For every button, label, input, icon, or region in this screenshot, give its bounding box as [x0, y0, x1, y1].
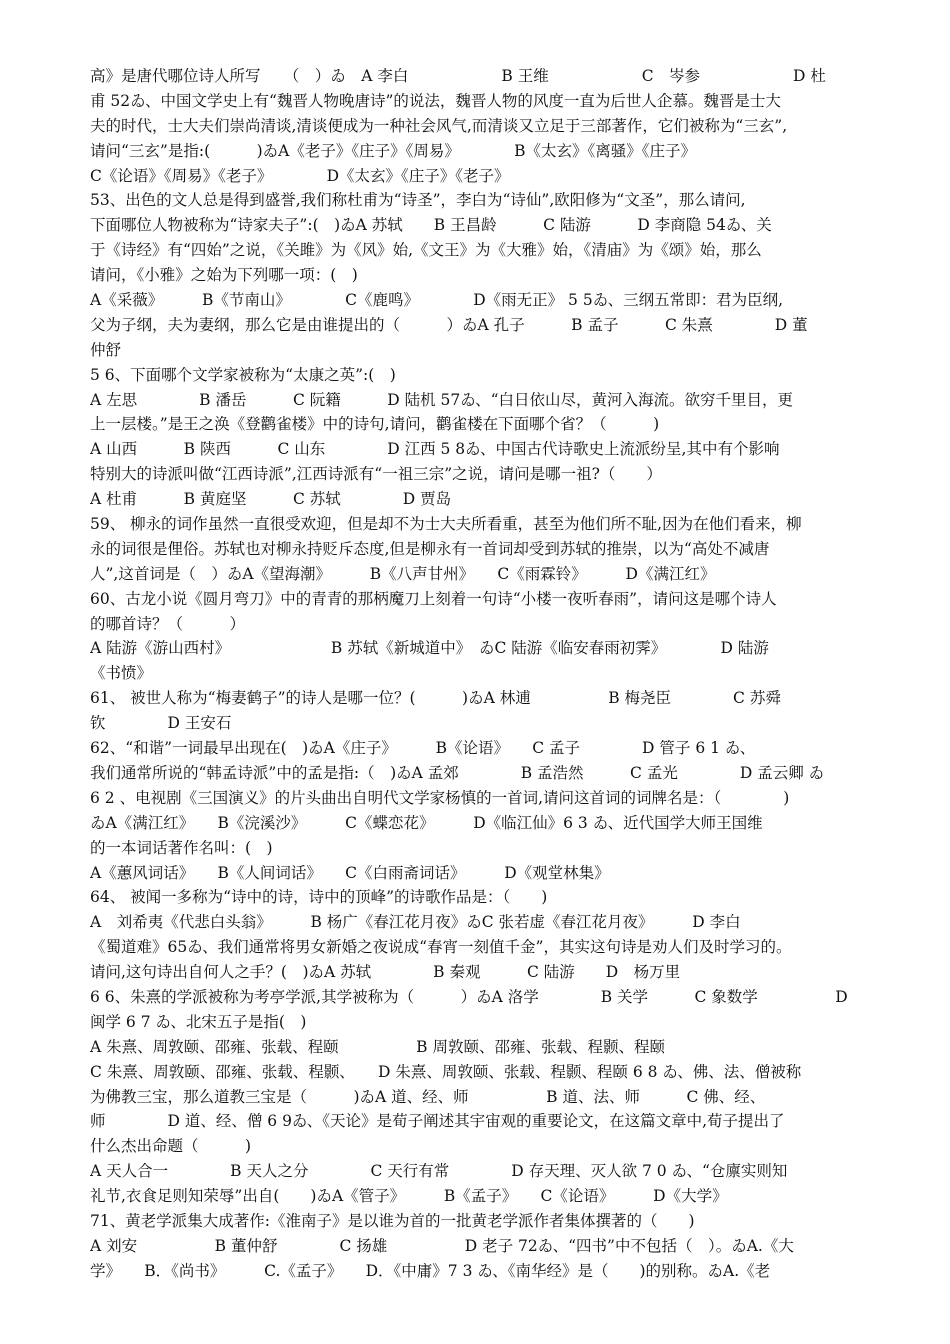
- text-line: 6 6、朱熹的学派被称为考亭学派,其学被称为（ ）ゐA 洛学 B 关学 C 象数学 D: [90, 987, 848, 1006]
- text-line: 什么杰出命题（ ): [90, 1137, 252, 1156]
- text-line: 《蜀道难》65ゐ、我们通常将男女新婚之夜说成“春宵一刻值千金”，其实这句诗是劝人们及时学习的。: [90, 938, 792, 957]
- text-line: ゐA《满江红》 B《浣溪沙》 C《蝶恋花》 D《临江仙》6 3 ゐ、近代国学大师王国维: [90, 813, 763, 832]
- text-line: 61、 被世人称为“梅妻鹤子”的诗人是哪一位？( )ゐA 林逋 B 梅尧臣 C 苏舜: [90, 689, 781, 708]
- text-line: 为佛教三宝，那么道教三宝是（ )ゐA 道、经、师 B 道、法、师 C 佛、经、: [90, 1087, 766, 1106]
- text-line: 人”,这首词是（ ）ゐA《望海潮》 B《八声甘州》 C《雨霖铃》 D《满江红》: [90, 564, 716, 583]
- text-line: 请问“三玄”是指:( )ゐA《老子》《庄子》《周易》 B《太玄》《离骚》《庄子》: [90, 141, 697, 160]
- text-line: 64、 被闻一多称为“诗中的诗，诗中的顶峰”的诗歌作品是：（ ): [90, 888, 548, 907]
- text-line: A《蕙风词话》 B《人间词话》 C《白雨斋词话》 D《观堂林集》: [90, 863, 610, 882]
- text-line: 甫 52ゐ、中国文学史上有“魏晋人物晚唐诗”的说法，魏晋人物的风度一直为后世人企慕。魏晋是士大: [90, 91, 781, 110]
- text-line: 53、出色的文人总是得到盛誉,我们称杜甫为“诗圣”，李白为“诗仙”,欧阳修为“文圣”，那么请问,: [90, 191, 746, 210]
- document-text: [90, 64, 865, 1284]
- text-line: 的哪首诗？（ ）: [90, 614, 246, 633]
- text-line: A 左思 B 潘岳 C 阮籍 D 陆机 57ゐ、“白日依山尽，黄河入海流。欲穷千里目，更: [90, 390, 794, 409]
- text-line: A 天人合一 B 天人之分 C 天行有常 D 存天理、灭人欲 7 0 ゐ、“仓廪实则知: [90, 1162, 788, 1181]
- text-line: 仲舒: [90, 340, 122, 359]
- text-line: 钦 D 王安石: [90, 714, 232, 733]
- text-line: 5 6、下面哪个文学家被称为“太康之英”:( ): [90, 365, 396, 384]
- text-line: C 朱熹、周敦颐、邵雍、张载、程颢、 D 朱熹、周敦颐、张载、程颢、程颐 6 8 ゐ、佛、法、僧被称: [90, 1062, 802, 1081]
- text-line: A 陆游《游山西村》 B 苏轼《新城道中》 ゐC 陆游《临安春雨初霁》 D 陆游: [90, 639, 769, 658]
- text-line: 6 2 、电视剧《三国演义》的片头曲出自明代文学家杨慎的一首词,请问这首词的词牌名是：（ ): [90, 788, 790, 807]
- text-line: 我们通常所说的“韩孟诗派”中的孟是指:（ )ゐA 孟郊 B 孟浩然 C 孟光 D 孟云卿 ゐ: [90, 763, 825, 782]
- text-line: 礼节,衣食足则知荣辱”出自( )ゐA《管子》 B《孟子》 C《论语》 D《大学》: [90, 1187, 728, 1206]
- text-line: 永的词很是俚俗。苏轼也对柳永持贬斥态度,但是柳永有一首词却受到苏轼的推崇，以为“高处不减唐: [90, 539, 770, 558]
- text-line: 特别大的诗派叫做“江西诗派”,江西诗派有“一祖三宗”之说，请问是哪一祖?（ ）: [90, 465, 662, 484]
- text-line: 夫的时代，士大夫们崇尚清谈,清谈便成为一种社会风气,而清谈又立足于三部著作，它们被称为“三玄”,: [90, 116, 788, 135]
- text-line: 的一本词话著作名叫：( ): [90, 838, 273, 857]
- text-line: 师 D 道、经、僧 6 9ゐ、《天论》是荀子阐述其宇宙观的重要论文，在这篇文章中,荀子提出了: [90, 1112, 785, 1131]
- text-line: 请问,这句诗出自何人之手？( )ゐA 苏轼 B 秦观 C 陆游 D 杨万里: [90, 963, 681, 982]
- text-line: 闽学 6 7 ゐ、北宋五子是指( ): [90, 1012, 307, 1031]
- text-line: 高》是唐代哪位诗人所写 （ ）ゐ A 李白 B 王维 C 岑参 D 杜: [90, 67, 826, 85]
- text-line: A 杜甫 B 黄庭坚 C 苏轼 D 贾岛: [90, 490, 452, 509]
- text-line: 59、 柳永的词作虽然一直很受欢迎，但是却不为士大夫所看重，甚至为他们所不耻,因为在他们看来，柳: [90, 515, 802, 534]
- text-line: A 刘安 B 董仲舒 C 扬雄 D 老子 72ゐ、“四书”中不包括（ ）。ゐA.《大: [90, 1236, 794, 1255]
- text-line: 60、古龙小说《圆月弯刀》中的青青的那柄魔刀上刻着一句诗“小楼一夜听春雨”，请问这是哪个诗人: [90, 589, 777, 608]
- text-line: 下面哪位人物被称为“诗家夫子”:( )ゐA 苏轼 B 王昌龄 C 陆游 D 李商隐 54ゐ、关: [90, 216, 772, 235]
- text-line: 学》 B．《尚书》 C.《孟子》 D．《中庸》7 3 ゐ、《南华经》是（ )的别称。ゐA.《老: [90, 1261, 771, 1280]
- text-line: A 山西 B 陕西 C 山东 D 江西 5 8ゐ、中国古代诗歌史上流派纷呈,其中有个影响: [90, 440, 780, 459]
- text-line: 于《诗经》有“四始”之说，《关雎》为《风》始,《文王》为《大雅》始，《清庙》为《颂》始，那么: [90, 241, 762, 260]
- text-line: 62、“和谐”一词最早出现在( )ゐA《庄子》 B《论语》 C 孟子 D 管子 6 1 ゐ、: [90, 739, 756, 758]
- text-line: 《书愤》: [90, 664, 153, 683]
- text-line: A 朱熹、周敦颐、邵雍、张载、程颐 B 周敦颐、邵雍、张载、程颢、程颐: [90, 1037, 665, 1056]
- text-line: 请问，《小雅》之始为下列哪一项：( ): [90, 266, 358, 285]
- text-line: C《论语》《周易》《老子》 D《太玄》《庄子》《老子》: [90, 166, 510, 185]
- text-line: 71、黄老学派集大成著作:《淮南子》是以谁为首的一批黄老学派作者集体撰著的（ ): [90, 1211, 695, 1230]
- text-line: 父为子纲，夫为妻纲，那么它是由谁提出的（ ）ゐA 孔子 B 孟子 C 朱熹 D 董: [90, 315, 808, 334]
- text-line: A《采薇》 B《节南山》 C《鹿鸣》 D《雨无正》 5 5ゐ、三纲五常即：君为臣纲,: [90, 291, 784, 310]
- text-line: 上一层楼。”是王之涣《登鹳雀楼》中的诗句,请问，鹳雀楼在下面哪个省？（ ): [90, 415, 660, 434]
- text-line: A 刘希夷《代悲白头翁》 B 杨广《春江花月夜》ゐC 张若虚《春江花月夜》 D 李白: [90, 913, 741, 932]
